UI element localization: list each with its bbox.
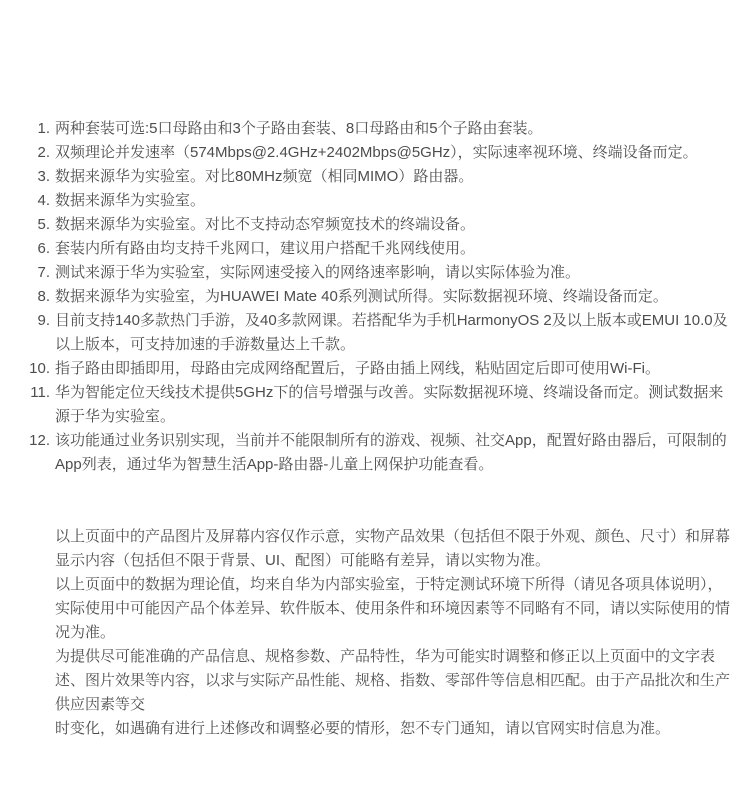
disclaimer-paragraph: 为提供尽可能准确的产品信息、规格参数、产品特性，华为可能实时调整和修正以上页面中的文字表述、图片效果等内容，以求与实际产品性能、规格、指数、零部件等信息相匹配。由于产品批次和生产供应因素等交	[55, 648, 731, 713]
footnote-number: 8.	[37, 288, 50, 305]
footnote-text: 该功能通过业务识别实现，当前并不能限制所有的游戏、视频、社交App，配置好路由器后，可限制的App列表，通过华为智慧生活App-路由器-儿童上网保护功能查看。	[55, 432, 727, 473]
footnote-number: 1.	[37, 120, 50, 137]
footnote-text: 指子路由即插即用，母路由完成网络配置后，子路由插上网线，粘贴固定后即可使用Wi-Fi。	[55, 360, 660, 377]
disclaimer-paragraph: 以上页面中的产品图片及屏幕内容仅作示意，实物产品效果（包括但不限于外观、颜色、尺寸）和屏幕显示内容（包括但不限于背景、UI、配图）可能略有差异，请以实物为准。	[55, 528, 731, 569]
footnote-number: 6.	[37, 240, 50, 257]
footnote-text: 数据来源华为实验室。	[55, 192, 206, 209]
footnote-item	[20, 165, 730, 189]
footnote-item	[20, 213, 730, 237]
footnote-item	[20, 285, 730, 309]
footnote-item	[20, 357, 730, 381]
footnote-number: 5.	[37, 216, 50, 233]
footnote-text: 数据来源华为实验室。对比不支持动态窄频宽技术的终端设备。	[55, 216, 476, 233]
footnote-text: 测试来源于华为实验室，实际网速受接入的网络速率影响，请以实际体验为准。	[55, 264, 581, 281]
footnote-item	[20, 141, 730, 165]
footnote-text: 数据来源华为实验室。对比80MHz频宽（相同MIMO）路由器。	[55, 168, 474, 185]
footnote-text: 套装内所有路由均支持千兆网口，建议用户搭配千兆网线使用。	[55, 240, 476, 257]
footnote-text: 数据来源华为实验室，为HUAWEI Mate 40系列测试所得。实际数据视环境、终端设备而定。	[55, 288, 668, 305]
footnote-item	[20, 309, 730, 357]
footnote-text: 双频理论并发速率（574Mbps@2.4GHz+2402Mbps@5GHz），实际速率视环境、终端设备而定。	[55, 144, 698, 161]
disclaimer-paragraph: 以上页面中的数据为理论值，均来自华为内部实验室，于特定测试环境下所得（请见各项具体说明），实际使用中可能因产品个体差异、软件版本、使用条件和环境因素等不同略有不同，请以实际使用的情况为准。	[55, 576, 731, 641]
footnote-item	[20, 117, 730, 141]
footnote-number: 12.	[29, 432, 50, 449]
footnote-item	[20, 189, 730, 213]
footnote-number: 3.	[37, 168, 50, 185]
footnotes-list	[20, 117, 730, 477]
disclaimer-section	[55, 525, 730, 741]
footnote-number: 9.	[37, 312, 50, 329]
footnote-item	[20, 237, 730, 261]
footnote-number: 10.	[29, 360, 50, 377]
disclaimer-paragraph: 时变化，如遇确有进行上述修改和调整必要的情形，恕不专门通知，请以官网实时信息为准。	[55, 720, 671, 737]
footnote-number: 2.	[37, 144, 50, 161]
footnote-number: 4.	[37, 192, 50, 209]
footnote-text: 目前支持140多款热门手游，及40多款网课。若搭配华为手机HarmonyOS 2及以上版本或EMUI 10.0及以上版本，可支持加速的手游数量达上千款。	[55, 312, 728, 353]
footnote-item	[20, 429, 730, 477]
footnote-item	[20, 381, 730, 429]
footnote-number: 11.	[30, 384, 50, 401]
footnote-number: 7.	[37, 264, 50, 281]
footnote-text: 两种套装可选:5口母路由和3个子路由套装、8口母路由和5个子路由套装。	[55, 120, 543, 137]
footnote-text: 华为智能定位天线技术提供5GHz下的信号增强与改善。实际数据视环境、终端设备而定。测试数据来源于华为实验室。	[55, 384, 724, 425]
footnote-item	[20, 261, 730, 285]
